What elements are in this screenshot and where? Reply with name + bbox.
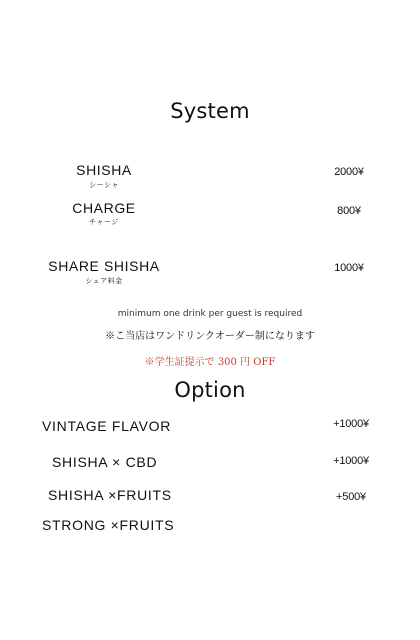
system-item-share-shisha-sub: シェア料金 [85, 277, 123, 285]
option-item-shisha-fruits-price: +500¥ [336, 491, 366, 503]
system-item-shisha-sub: シーシャ [89, 181, 119, 189]
system-item-charge-sub: チャージ [89, 218, 119, 226]
minimum-drink-note: minimum one drink per guest is required [117, 309, 303, 319]
option-title: Option [174, 378, 246, 402]
system-item-share-shisha-price: 1000¥ [334, 262, 364, 274]
option-item-vintage-flavor-price: +1000¥ [333, 418, 369, 430]
system-item-charge-price: 800¥ [337, 205, 361, 217]
student-discount-note: ※学生証提示で 300 円 OFF [144, 357, 276, 368]
option-item-strong-fruits: STRONG ×FRUITS [42, 517, 175, 533]
system-item-share-shisha-name: SHARE SHISHA [48, 258, 160, 274]
system-item-shisha-name: SHISHA [76, 162, 132, 178]
system-item-shisha-price: 2000¥ [334, 166, 364, 178]
system-item-charge-name: CHARGE [72, 200, 136, 216]
one-drink-order-note: ※こ当店はワンドリンクオーダー制になります [105, 331, 315, 342]
option-item-shisha-cbd: SHISHA × CBD [52, 454, 158, 470]
option-item-shisha-cbd-price: +1000¥ [333, 455, 369, 467]
option-item-shisha-fruits: SHISHA ×FRUITS [48, 487, 172, 503]
option-item-vintage-flavor: VINTAGE FLAVOR [42, 418, 172, 434]
system-title: System [170, 99, 250, 123]
